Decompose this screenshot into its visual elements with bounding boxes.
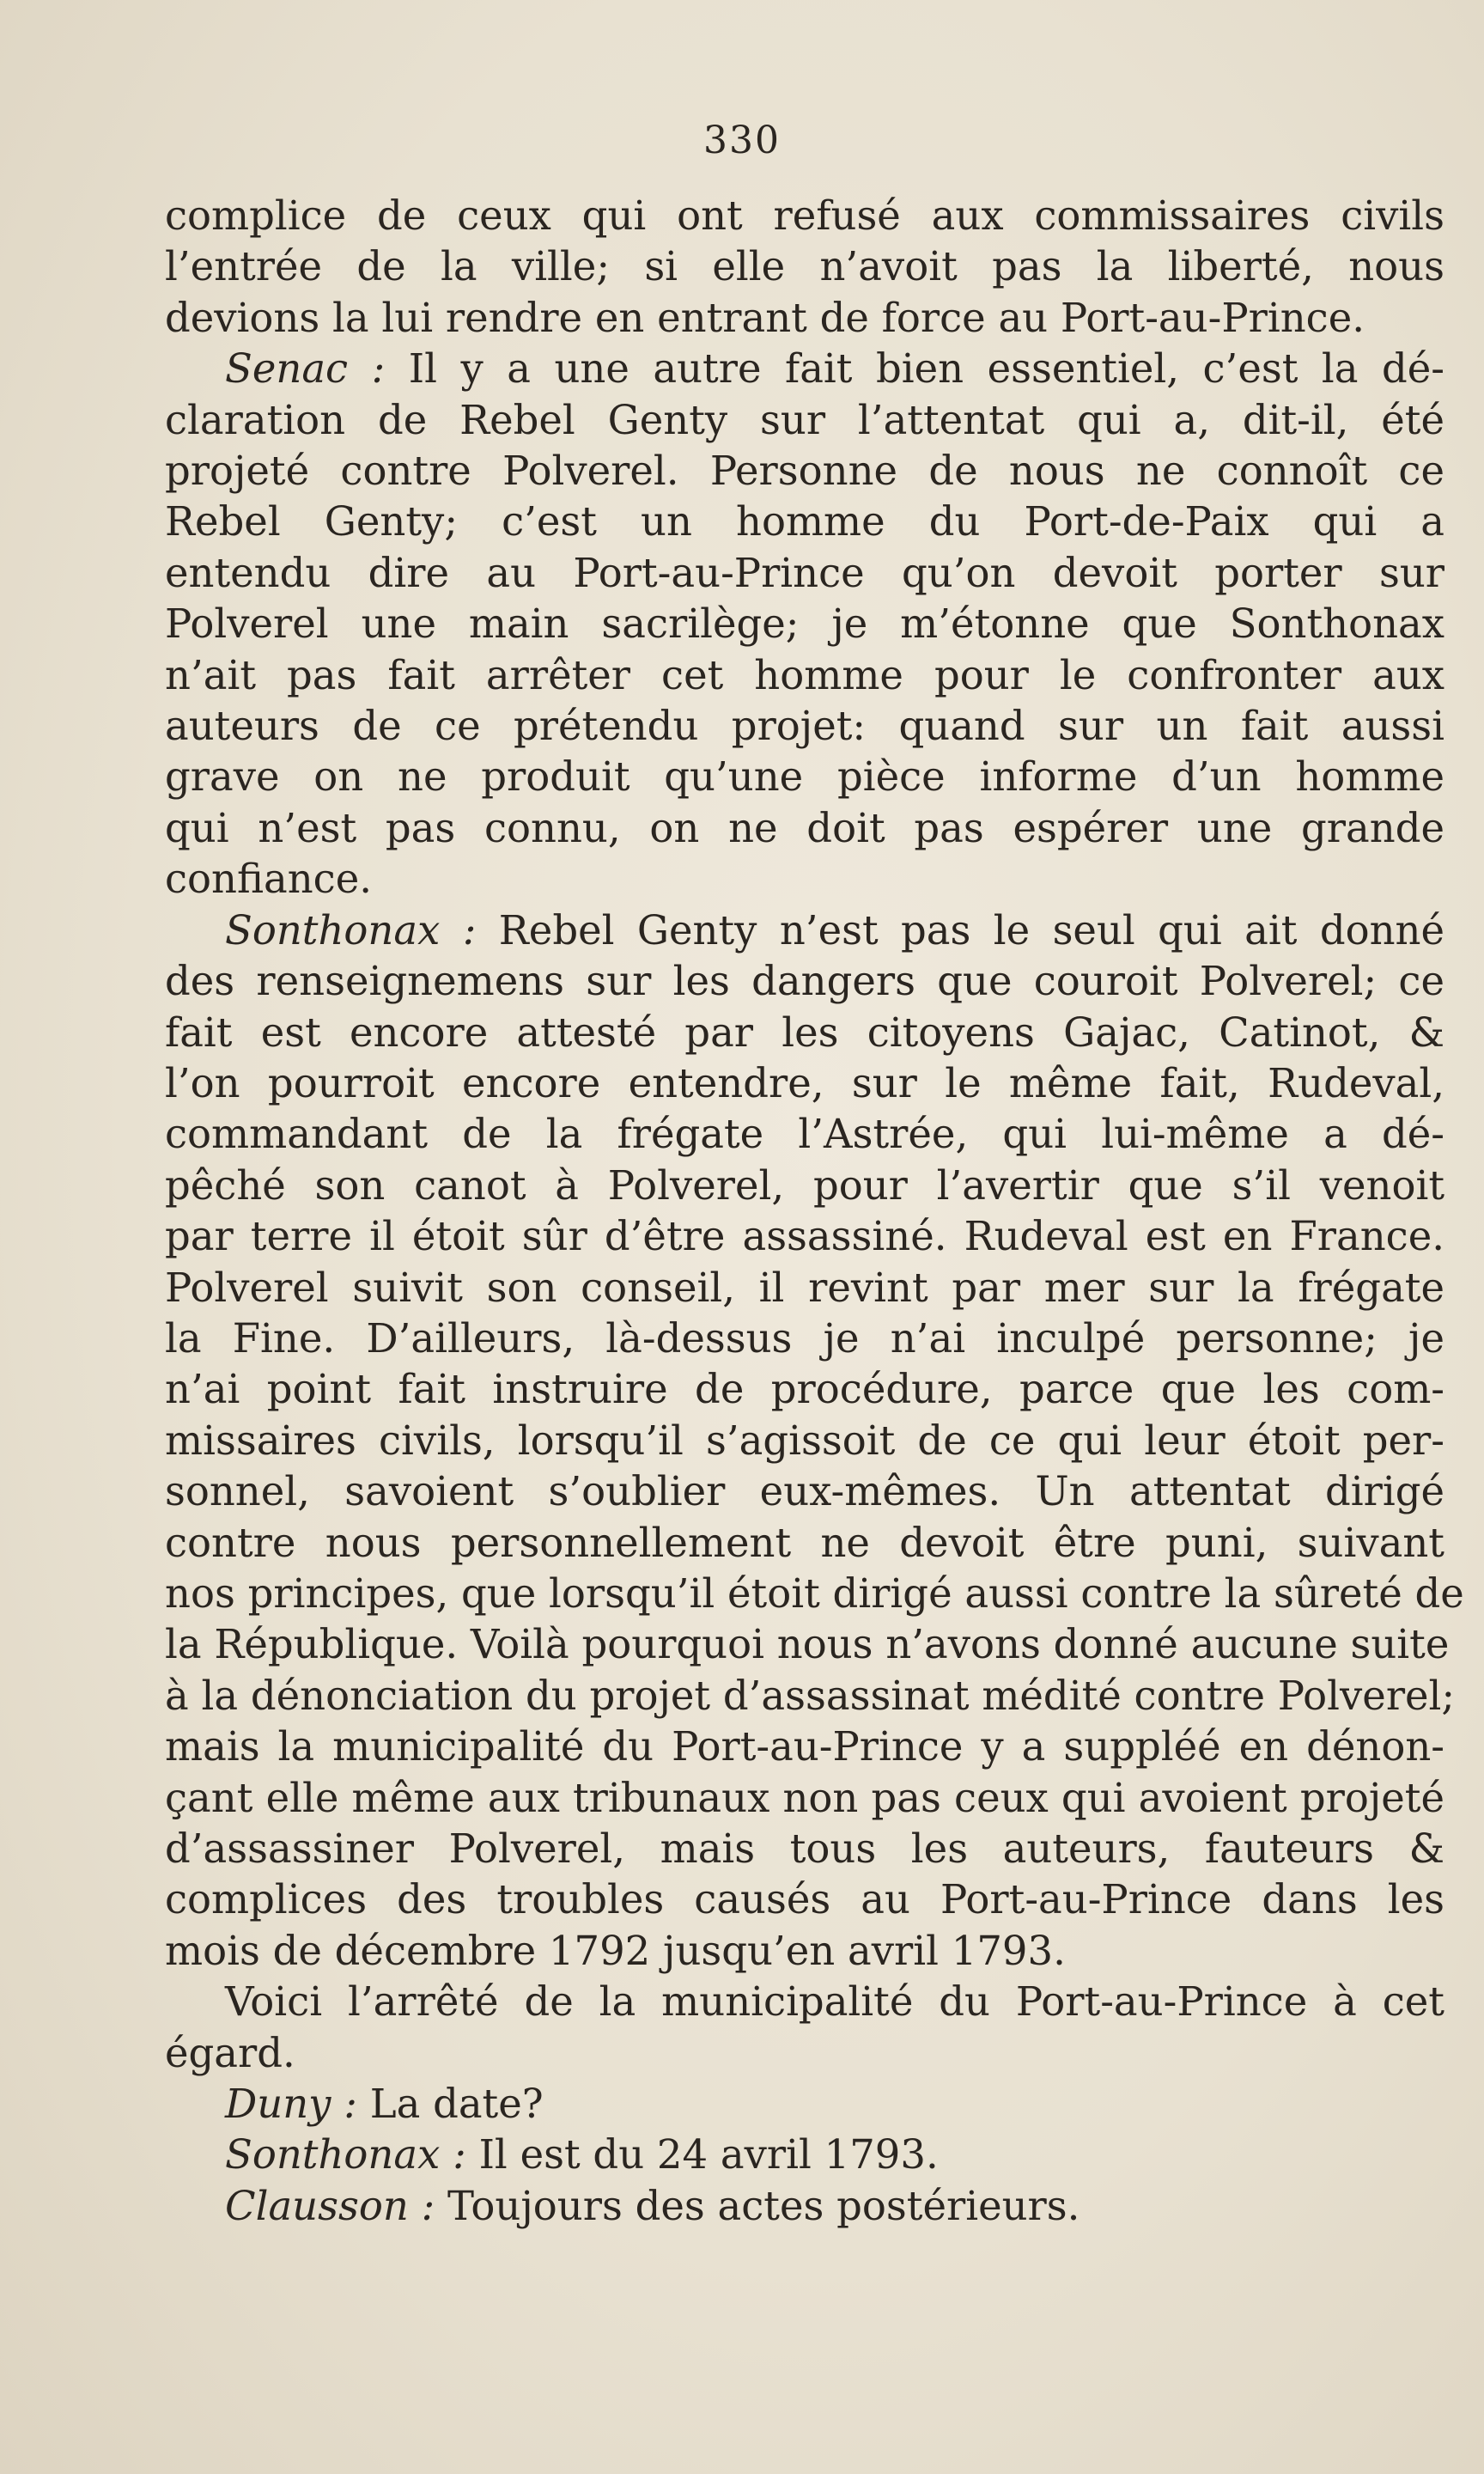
text-line (165, 1874, 1444, 1925)
text-line (165, 2079, 1444, 2130)
text-line (165, 2181, 1444, 2232)
speaker-name: Clausson : (225, 2182, 435, 2229)
line-text: qui n’est pas connu, on ne doit pas espérer une grande (165, 804, 1444, 851)
line-text: l’on pourroit encore entendre, sur le même fait, Rudeval, (165, 1059, 1444, 1106)
line-text: sonnel, savoient s’oublier eux-mêmes. Un attentat dirigé (165, 1468, 1444, 1515)
text-line (165, 191, 1444, 241)
text-line (165, 1619, 1450, 1670)
text-line (165, 293, 1444, 344)
line-text: devions la lui rendre en entrant de force au Port-au-Prince. (165, 294, 1365, 341)
line-text: la République. Voilà pourquoi nous n’avons donné aucune suite (165, 1621, 1450, 1668)
line-text: claration de Rebel Genty sur l’attentat qui a, dit-il, été (165, 396, 1444, 443)
body-text (165, 191, 1464, 2232)
text-line (165, 854, 1444, 905)
line-text: contre nous personnellement ne devoit être puni, suivant (165, 1519, 1444, 1566)
text-line (165, 1569, 1464, 1619)
line-text: Polverel suivit son conseil, il revint par mer sur la frégate (165, 1264, 1444, 1311)
line-text: fait est encore attesté par les citoyens Gajac, Catinot, & (165, 1008, 1444, 1056)
text-line (165, 395, 1444, 446)
line-text: pêché son canot à Polverel, pour l’avertir que s’il venoit (165, 1161, 1444, 1209)
line-text: d’assassiner Polverel, mais tous les auteurs, fauteurs & (165, 1825, 1444, 1872)
text-line (165, 1926, 1444, 1977)
text-line (165, 2130, 1444, 2180)
text-line (165, 803, 1444, 854)
line-text: Voici l’arrêté de la municipalité du Port-au-Prince à cet (225, 1978, 1444, 2026)
text-line (165, 701, 1444, 752)
speaker-name: Duny : (225, 2081, 357, 2128)
text-line (165, 497, 1444, 547)
line-text: mois de décembre 1792 jusqu’en avril 1793. (165, 1927, 1066, 1974)
line-text: n’ai point fait instruire de procédure, parce que les com- (165, 1366, 1444, 1413)
line-text: confiance. (165, 856, 373, 903)
line-text: la Fine. D’ailleurs, là-dessus je n’ai inculpé personne; je (165, 1314, 1444, 1362)
text-line (165, 1211, 1444, 1262)
text-line (165, 1977, 1444, 2027)
text-line (165, 1466, 1444, 1517)
line-text: complices des troubles causés au Port-au-Prince dans les (165, 1876, 1444, 1923)
text-line (165, 1364, 1444, 1415)
line-text: grave on ne produit qu’une pièce informe d’un homme (165, 753, 1444, 801)
line-text: des renseignemens sur les dangers que couroit Polverel; ce (165, 958, 1444, 1005)
line-text: Rebel Genty n’est pas le seul qui ait donné (498, 906, 1444, 954)
text-line (165, 1416, 1444, 1466)
text-line (165, 1109, 1444, 1160)
line-text: La date? (369, 2081, 544, 2128)
text-line (165, 1824, 1444, 1874)
line-text: Toujours des actes postérieurs. (447, 2182, 1080, 2229)
line-text: commandant de la frégate l’Astrée, qui lui-même a dé- (165, 1111, 1444, 1158)
text-line (165, 1313, 1444, 1364)
text-line (165, 1721, 1444, 1772)
text-line (165, 1161, 1444, 1211)
line-text: nos principes, que lorsqu’il étoit dirigé aussi contre la sûreté de (165, 1569, 1464, 1617)
line-text: Rebel Genty; c’est un homme du Port-de-Paix qui a (165, 498, 1444, 545)
text-line (165, 241, 1444, 292)
line-text: par terre il étoit sûr d’être assassiné. Rudeval est en France. (165, 1213, 1444, 1260)
text-line (165, 1518, 1444, 1569)
text-line (165, 1263, 1444, 1313)
text-line (165, 752, 1444, 802)
line-text: Il est du 24 avril 1793. (478, 2131, 939, 2178)
line-text: égard. (165, 2029, 295, 2076)
line-text: missaires civils, lorsqu’il s’agissoit de ce qui leur étoit per- (165, 1417, 1444, 1464)
text-line (165, 650, 1444, 701)
text-line (165, 1058, 1444, 1109)
text-line (165, 599, 1444, 649)
line-text: à la dénonciation du projet d’assassinat médité contre Polverel; (165, 1672, 1456, 1719)
text-line (165, 548, 1444, 599)
text-line (165, 1008, 1444, 1058)
line-text: complice de ceux qui ont refusé aux commissaires civils (165, 192, 1444, 239)
speaker-name: Senac : (225, 345, 386, 393)
line-text: Polverel une main sacrilège; je m’étonne que Sonthonax (165, 600, 1444, 648)
line-text: l’entrée de la ville; si elle n’avoit pas la liberté, nous (165, 243, 1444, 290)
line-text: çant elle même aux tribunaux non pas ceux qui avoient projeté (165, 1774, 1444, 1821)
speaker-name: Sonthonax : (225, 2131, 466, 2178)
text-line (165, 2028, 1444, 2079)
text-line (165, 1671, 1456, 1721)
line-text: n’ait pas fait arrêter cet homme pour le confronter aux (165, 651, 1444, 698)
text-line (165, 1773, 1444, 1824)
speaker-name: Sonthonax : (225, 906, 477, 954)
text-line (165, 446, 1444, 497)
text-line (165, 905, 1444, 956)
line-text: mais la municipalité du Port-au-Prince y a suppléé en dénon- (165, 1723, 1444, 1770)
page-number: 330 (703, 119, 781, 162)
line-text: auteurs de ce prétendu projet: quand sur un fait aussi (165, 703, 1444, 750)
line-text: Il y a une autre fait bien essentiel, c’est la dé- (408, 345, 1444, 393)
text-line (165, 344, 1444, 394)
line-text: entendu dire au Port-au-Prince qu’on devoit porter sur (165, 549, 1444, 596)
text-line (165, 956, 1444, 1007)
line-text: projeté contre Polverel. Personne de nous ne connoît ce (165, 448, 1444, 495)
